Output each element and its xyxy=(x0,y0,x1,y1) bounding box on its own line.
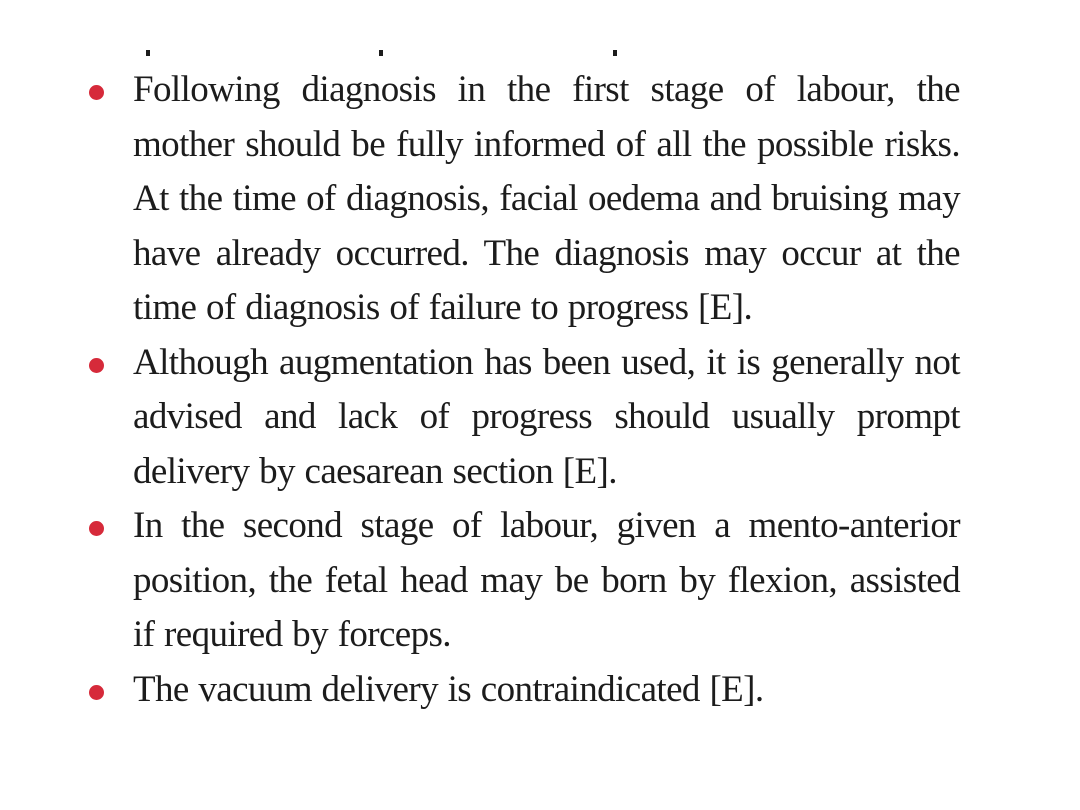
bullet-item xyxy=(0,336,960,500)
bullet-item xyxy=(0,63,960,336)
bullet-item xyxy=(0,663,960,718)
bullet-dot-icon xyxy=(89,685,104,700)
bullet-list xyxy=(0,63,1080,717)
clipped-glyph xyxy=(379,50,383,56)
clipped-glyph xyxy=(146,50,150,56)
bullet-item xyxy=(0,499,960,663)
bullet-text: Although augmentation has been used, it is generally not advised and lack of progress should usually prompt delivery by caesarean section [E]. xyxy=(133,341,960,492)
bullet-dot-icon xyxy=(89,358,104,373)
bullet-dot-icon xyxy=(89,521,104,536)
bullet-text: In the second stage of labour, given a mento-anterior position, the fetal head may be born by flexion, assisted if required by forceps. xyxy=(133,505,960,655)
clipped-glyph xyxy=(613,50,617,56)
bullet-dot-icon xyxy=(89,85,104,100)
bullet-text: Following diagnosis in the first stage of labour, the mother should be fully informed of all the possible risks. At the time of diagnosis, facial oedema and bruising may have already occurred. The diagnosis may occur at the time of diagnosis of failure to progress [E]. xyxy=(133,69,960,328)
bullet-text: The vacuum delivery is contraindicated [E]. xyxy=(133,668,764,710)
clipped-previous-text-line xyxy=(132,30,960,56)
